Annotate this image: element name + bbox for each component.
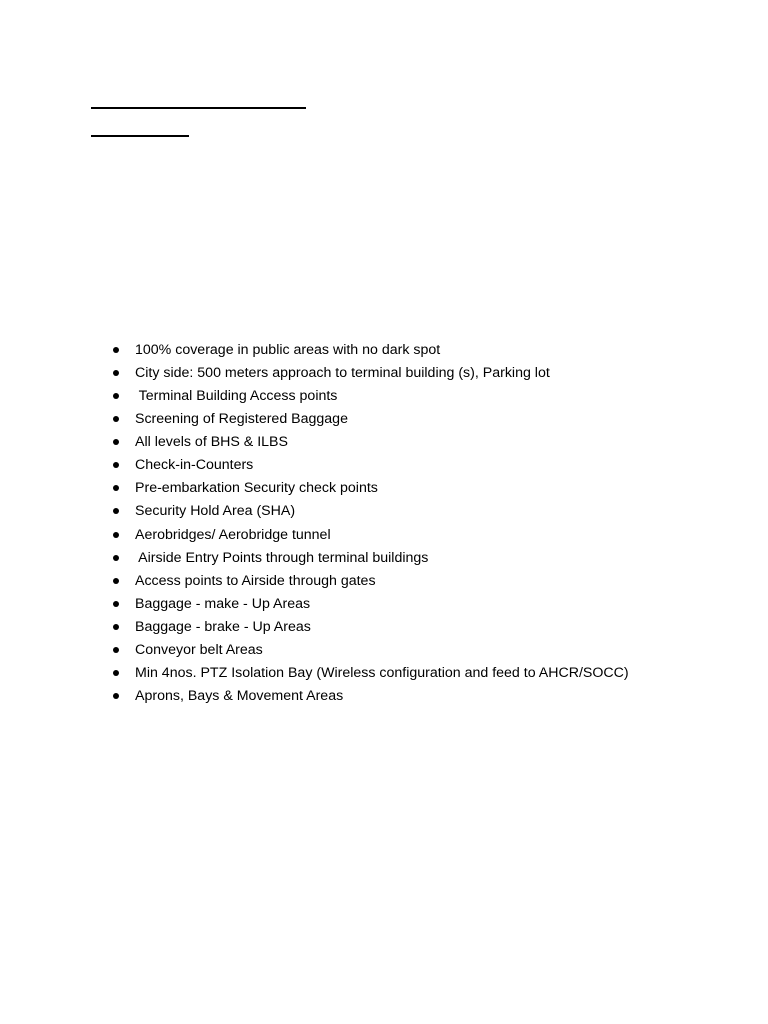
bullet-icon (113, 439, 119, 445)
bullet-icon (113, 693, 119, 699)
bullet-icon (113, 624, 119, 630)
bullet-icon (113, 555, 119, 561)
bullet-icon (113, 370, 119, 376)
bullet-icon (113, 393, 119, 399)
list-item-text: Baggage - brake - Up Areas (135, 618, 311, 635)
list-item-text: Airside Entry Points through terminal buildings (135, 549, 429, 566)
bullet-icon (113, 508, 119, 514)
bullet-icon (113, 416, 119, 422)
bullet-icon (113, 670, 119, 676)
list-item-text: Pre-embarkation Security check points (135, 480, 378, 497)
list-item-text: Check-in-Counters (135, 457, 254, 474)
list-item-text: Conveyor belt Areas (135, 641, 263, 658)
list-item-text: Terminal Building Access points (135, 388, 338, 405)
bullet-icon (113, 462, 119, 468)
list-item-text: Aerobridges/ Aerobridge tunnel (135, 526, 331, 543)
list-item-text: Aprons, Bays & Movement Areas (135, 687, 344, 704)
list-item-text: Min 4nos. PTZ Isolation Bay (Wireless configuration and feed to AHCR/SOCC) (135, 664, 629, 681)
list-item-text: 100% coverage in public areas with no dark spot (135, 342, 441, 358)
list-item-text: Baggage - make - Up Areas (135, 595, 311, 612)
bullet-icon (113, 347, 119, 353)
list-item-text: All levels of BHS & ILBS (135, 434, 288, 451)
bullet-icon (113, 532, 119, 538)
bullet-icon (113, 485, 119, 491)
bullet-icon (113, 578, 119, 584)
list-item-text: Screening of Registered Baggage (135, 411, 348, 428)
list-item-text: Security Hold Area (SHA) (135, 503, 296, 520)
list-item-text: City side: 500 meters approach to terminal building (s), Parking lot (135, 365, 550, 382)
heading-underline (91, 107, 306, 109)
bullet-icon (113, 647, 119, 653)
bullet-icon (113, 601, 119, 607)
subheading-underline (91, 135, 189, 137)
list-item-text: Access points to Airside through gates (135, 572, 376, 589)
